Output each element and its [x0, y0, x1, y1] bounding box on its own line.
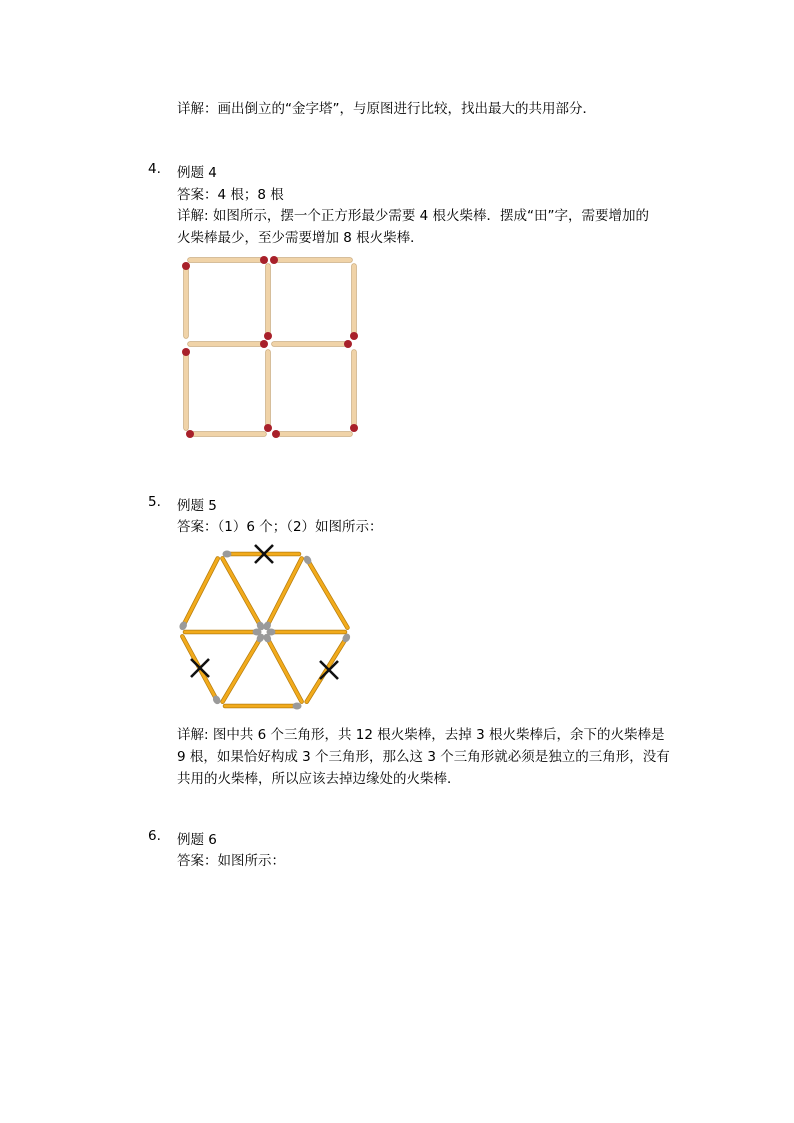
item-answer: 答案：如图所示： — [177, 853, 285, 869]
item-detail-line: 详解: 如图所示，摆一个正方形最少需要 4 根火柴棒．摆成“田”字，需要增加的 — [177, 208, 649, 224]
matchstick — [307, 558, 348, 627]
matchstick — [223, 636, 262, 701]
matchstick-head — [182, 348, 190, 356]
item-answer: 答案：4 根；8 根 — [177, 187, 284, 203]
matchstick-head — [264, 424, 272, 432]
matchstick-head — [344, 340, 352, 348]
matchstick-grid-figure — [172, 250, 368, 446]
matchstick — [266, 558, 301, 627]
matchstick-head — [293, 703, 302, 710]
matchstick-head — [253, 629, 262, 636]
item-title: 例题 5 — [177, 498, 217, 514]
matchstick-head — [272, 430, 280, 438]
matchstick-head — [182, 262, 190, 270]
item-title: 例题 6 — [177, 832, 217, 848]
matchstick-head — [350, 332, 358, 340]
matchstick-head — [260, 340, 268, 348]
item-detail-line: 共用的火柴棒，所以应该去掉边缘处的火柴棒． — [177, 771, 461, 787]
matchstick — [266, 636, 301, 701]
item-number: 4. — [148, 161, 161, 177]
matchstick-head — [186, 430, 194, 438]
matchstick-hexagon-figure — [172, 540, 364, 712]
item-number: 5. — [148, 494, 161, 510]
matchstick-head — [264, 332, 272, 340]
matchstick — [222, 558, 261, 627]
matchstick — [182, 558, 217, 627]
item-title: 例题 4 — [177, 165, 217, 181]
matchstick-head — [350, 424, 358, 432]
item-number: 6. — [148, 828, 161, 844]
intro-detail: 详解：画出倒立的“金字塔”，与原图进行比较，找出最大的共用部分． — [177, 101, 596, 117]
item-answer: 答案：（1）6 个；（2）如图所示： — [177, 519, 383, 535]
matchstick-head — [270, 256, 278, 264]
matchstick-head — [260, 256, 268, 264]
matchstick-head — [223, 551, 232, 558]
item-detail-line: 9 根，如果恰好构成 3 个三角形，那么这 3 个三角形就必须是独立的三角形，没有 — [177, 749, 670, 765]
item-detail-line: 详解: 图中共 6 个三角形，共 12 根火柴棒，去掉 3 根火柴棒后，余下的火柴棒是 — [177, 727, 665, 743]
item-detail-line: 火柴棒最少，至少需要增加 8 根火柴棒． — [177, 230, 424, 246]
